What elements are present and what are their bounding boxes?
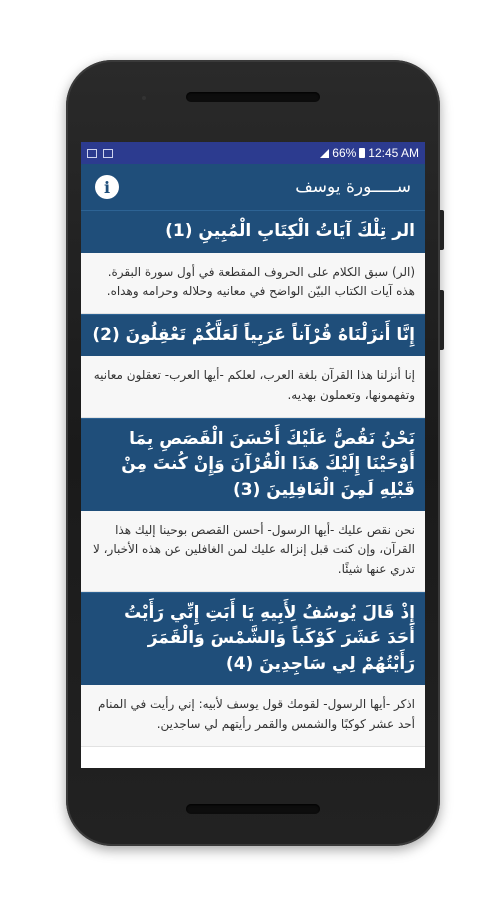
battery-icon <box>359 148 365 158</box>
screen <box>81 142 425 768</box>
tafsir-text: (الر) سبق الكلام على الحروف المقطعة في أول سورة البقرة. هذه آيات الكتاب البيّن الواضح في معانيه وحلاله وحرامه وهداه. <box>81 253 425 314</box>
verse-text[interactable]: نَحْنُ نَقُصُّ عَلَيْكَ أَحْسَنَ الْقَصَصِ بِمَا أَوْحَيْنَا إِلَيْكَ هَذَا الْقُرْآنَ وَإِنْ كُنتَ مِنْ قَبْلِهِ لَمِنَ الْغَافِلِينَ (3) <box>81 418 425 512</box>
signal-icon <box>320 149 329 158</box>
earpiece-speaker <box>186 92 320 102</box>
tafsir-text: اذكر -أيها الرسول- لقومك قول يوسف لأبيه: إني رأيت في المنام أحد عشر كوكبًا والشمس والقمر رأيتهم لي ساجدين. <box>81 685 425 746</box>
front-camera <box>142 96 146 100</box>
phone-frame <box>66 60 440 846</box>
verse-text[interactable]: إِنَّا أَنزَلْنَاهُ قُرْآناً عَرَبِياً لَعَلَّكُمْ تَعْقِلُونَ (2) <box>81 314 425 357</box>
tafsir-text: إنا أنزلنا هذا القرآن بلغة العرب، لعلكم -أيها العرب- تعقلون معانيه وتفهمونها، وتعملون بهديه. <box>81 356 425 417</box>
bottom-speaker <box>186 804 320 814</box>
volume-button <box>440 210 444 250</box>
battery-percent: 66% <box>332 146 357 160</box>
verse-text[interactable]: إِذْ قَالَ يُوسُفُ لِأَبِيهِ يَا أَبَتِ إِنِّي رَأَيْتُ أَحَدَ عَشَرَ كَوْكَباً وَالشَّمْسَ وَالْقَمَرَ رَأَيْتُهُمْ لِي سَاجِدِينَ (4) <box>81 592 425 686</box>
info-icon[interactable]: i <box>95 175 119 199</box>
notification-image-icon <box>87 149 97 158</box>
notification-mail-icon <box>103 149 113 158</box>
power-button <box>440 290 444 350</box>
clock: 12:45 AM <box>368 146 419 160</box>
verse-text[interactable]: الر تِلْكَ آيَاتُ الْكِتَابِ الْمُبِينِ (1) <box>81 210 425 253</box>
tafsir-text: نحن نقص عليك -أيها الرسول- أحسن القصص بوحينا إليك هذا القرآن، وإن كنت قبل إنزاله عليك لمن الغافلين عن هذه الأخبار، لا تدري عنها شيئًا. <box>81 511 425 592</box>
page-title: ســـــورة يوسف <box>295 177 411 197</box>
verse-list[interactable] <box>81 210 425 768</box>
status-bar <box>81 142 425 164</box>
app-bar <box>81 164 425 210</box>
